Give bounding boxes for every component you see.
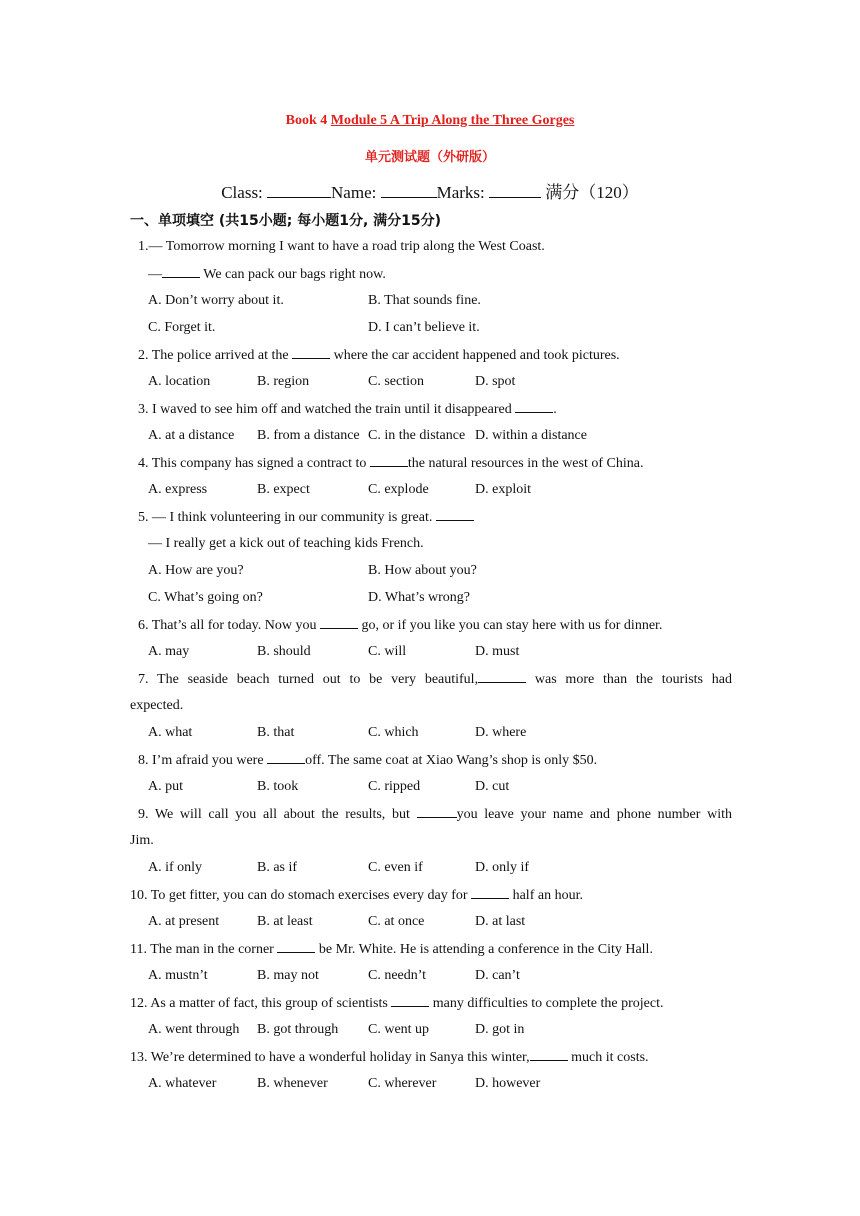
answer-blank[interactable] bbox=[320, 616, 358, 629]
question-number: 1. bbox=[138, 239, 149, 254]
option-b[interactable]: B. whenever bbox=[257, 1076, 328, 1091]
question-number: 10. bbox=[130, 888, 148, 903]
reply-text: We can pack our bags right now. bbox=[200, 267, 386, 282]
question-3 bbox=[138, 400, 557, 419]
question-stem: The seaside beach turned out to be very beautiful, bbox=[148, 672, 479, 687]
option-d[interactable]: D. I can’t believe it. bbox=[368, 320, 480, 335]
question-number: 8. bbox=[138, 753, 149, 768]
option-b[interactable]: B. that bbox=[257, 725, 295, 740]
question-5 bbox=[138, 508, 474, 527]
answer-blank[interactable] bbox=[162, 265, 200, 278]
question-10 bbox=[130, 886, 583, 905]
option-c[interactable]: C. ripped bbox=[368, 779, 421, 794]
answer-blank[interactable] bbox=[417, 805, 457, 818]
question-9-cont: Jim. bbox=[130, 833, 154, 848]
question-stem-end: much it costs. bbox=[567, 1050, 649, 1065]
question-13 bbox=[130, 1048, 649, 1067]
option-b[interactable]: B. at least bbox=[257, 914, 313, 929]
option-c[interactable]: C. went up bbox=[368, 1022, 430, 1037]
answer-blank[interactable] bbox=[292, 346, 330, 359]
question-number: 5. bbox=[138, 510, 149, 525]
question-stem-end: you leave your name and phone number with bbox=[456, 807, 732, 822]
option-c[interactable]: C. in the distance bbox=[368, 428, 466, 443]
question-5-reply: — I really get a kick out of teaching kids French. bbox=[148, 536, 424, 551]
option-d[interactable]: D. where bbox=[475, 725, 527, 740]
question-stem: I’m afraid you were bbox=[148, 753, 268, 768]
option-b[interactable]: B. region bbox=[257, 374, 310, 389]
option-d[interactable]: D. at last bbox=[475, 914, 526, 929]
document-title bbox=[0, 113, 860, 129]
student-info-line bbox=[0, 178, 860, 203]
question-11 bbox=[130, 940, 653, 959]
option-c[interactable]: C. even if bbox=[368, 860, 423, 875]
option-c[interactable]: C. section bbox=[368, 374, 424, 389]
question-stem: That’s all for today. Now you bbox=[148, 618, 320, 633]
answer-blank[interactable] bbox=[436, 508, 474, 521]
option-b[interactable]: B. got through bbox=[257, 1022, 339, 1037]
option-a[interactable]: A. express bbox=[148, 482, 208, 497]
option-d[interactable]: D. What’s wrong? bbox=[368, 590, 470, 605]
option-b[interactable]: B. may not bbox=[257, 968, 319, 983]
option-d[interactable]: D. within a distance bbox=[475, 428, 587, 443]
answer-blank[interactable] bbox=[471, 886, 509, 899]
question-9 bbox=[130, 805, 732, 824]
question-stem: — I think volunteering in our community is great. bbox=[148, 510, 436, 525]
total-score: 满分（120） bbox=[541, 183, 639, 202]
option-a[interactable]: A. if only bbox=[148, 860, 203, 875]
option-d[interactable]: D. only if bbox=[475, 860, 530, 875]
name-label: Name: bbox=[331, 183, 381, 202]
question-stem-end: was more than the tourists had bbox=[526, 672, 732, 687]
option-b[interactable]: B. How about you? bbox=[368, 563, 477, 578]
question-number: 4. bbox=[138, 456, 149, 471]
option-d[interactable]: D. can’t bbox=[475, 968, 520, 983]
question-number: 6. bbox=[138, 618, 149, 633]
option-a[interactable]: A. at a distance bbox=[148, 428, 235, 443]
option-b[interactable]: B. That sounds fine. bbox=[368, 293, 481, 308]
title-main: Module 5 A Trip Along the Three Gorges bbox=[330, 113, 575, 128]
option-a[interactable]: A. went through bbox=[148, 1022, 240, 1037]
question-stem: — Tomorrow morning I want to have a road trip along the West Coast. bbox=[148, 239, 545, 254]
question-stem-end: be Mr. White. He is attending a conference in the City Hall. bbox=[315, 942, 653, 957]
section-heading: 一、单项填空 (共15小题; 每小题1分, 满分15分) bbox=[130, 213, 442, 229]
question-stem: We will call you all about the results, but bbox=[148, 807, 417, 822]
question-stem: I waved to see him off and watched the train until it disappeared bbox=[148, 402, 516, 417]
option-c[interactable]: C. which bbox=[368, 725, 419, 740]
question-stem-end: many difficulties to complete the project. bbox=[429, 996, 664, 1011]
marks-label: Marks: bbox=[436, 183, 490, 202]
option-c[interactable]: C. What’s going on? bbox=[148, 590, 263, 605]
answer-blank[interactable] bbox=[370, 454, 408, 467]
document-subtitle: 单元测试题（外研版） bbox=[364, 150, 495, 165]
answer-blank[interactable] bbox=[391, 994, 429, 1007]
option-a[interactable]: A. mustn’t bbox=[148, 968, 208, 983]
question-12 bbox=[130, 994, 663, 1013]
question-8 bbox=[138, 751, 597, 770]
option-d[interactable]: D. spot bbox=[475, 374, 516, 389]
option-c[interactable]: C. will bbox=[368, 644, 407, 659]
option-a[interactable]: A. location bbox=[148, 374, 211, 389]
option-b[interactable]: B. should bbox=[257, 644, 311, 659]
question-number: 3. bbox=[138, 402, 149, 417]
question-stem: As a matter of fact, this group of scientists bbox=[147, 996, 392, 1011]
option-c[interactable]: C. wherever bbox=[368, 1076, 437, 1091]
option-d[interactable]: D. however bbox=[475, 1076, 541, 1091]
option-d[interactable]: D. exploit bbox=[475, 482, 531, 497]
question-stem-end: go, or if you like you can stay here with us for dinner. bbox=[357, 618, 663, 633]
question-stem: The police arrived at the bbox=[148, 348, 293, 363]
question-stem-end: off. The same coat at Xiao Wang’s shop is only $50. bbox=[305, 753, 598, 768]
question-number: 11. bbox=[130, 942, 147, 957]
title-prefix: Book 4 bbox=[285, 113, 331, 128]
option-b[interactable]: B. expect bbox=[257, 482, 310, 497]
answer-blank[interactable] bbox=[530, 1048, 568, 1061]
marks-blank[interactable] bbox=[489, 181, 541, 198]
option-c[interactable]: C. at once bbox=[368, 914, 425, 929]
question-number: 12. bbox=[130, 996, 148, 1011]
option-a[interactable]: A. may bbox=[148, 644, 190, 659]
question-stem-end: where the car accident happened and took pictures. bbox=[330, 348, 620, 363]
class-blank[interactable] bbox=[267, 181, 331, 198]
question-6 bbox=[138, 616, 662, 635]
option-b[interactable]: B. from a distance bbox=[257, 428, 360, 443]
question-stem-end: half an hour. bbox=[509, 888, 583, 903]
question-stem: The man in the corner bbox=[146, 942, 278, 957]
answer-blank[interactable] bbox=[277, 940, 315, 953]
question-stem: To get fitter, you can do stomach exercises every day for bbox=[147, 888, 472, 903]
question-stem-end: . bbox=[553, 402, 557, 417]
question-number: 13. bbox=[130, 1050, 148, 1065]
question-2 bbox=[138, 346, 620, 365]
question-7-cont: expected. bbox=[130, 698, 184, 713]
question-number: 2. bbox=[138, 348, 149, 363]
answer-blank[interactable] bbox=[267, 751, 305, 764]
option-b[interactable]: B. as if bbox=[257, 860, 298, 875]
question-4 bbox=[138, 454, 643, 473]
question-stem: We’re determined to have a wonderful holiday in Sanya this winter, bbox=[147, 1050, 530, 1065]
question-number: 7. bbox=[138, 672, 149, 687]
option-a[interactable]: A. How are you? bbox=[148, 563, 244, 578]
question-1-reply bbox=[148, 265, 386, 284]
question-stem-end: the natural resources in the west of China. bbox=[407, 456, 644, 471]
option-a[interactable]: A. Don’t worry about it. bbox=[148, 293, 284, 308]
question-stem: This company has signed a contract to bbox=[148, 456, 370, 471]
question-7 bbox=[130, 670, 732, 689]
option-b[interactable]: B. took bbox=[257, 779, 299, 794]
option-a[interactable]: A. whatever bbox=[148, 1076, 217, 1091]
option-d[interactable]: D. must bbox=[475, 644, 520, 659]
question-1 bbox=[138, 238, 545, 256]
option-c[interactable]: C. needn’t bbox=[368, 968, 427, 983]
option-d[interactable]: D. got in bbox=[475, 1022, 525, 1037]
option-c[interactable]: C. Forget it. bbox=[148, 320, 216, 335]
option-d[interactable]: D. cut bbox=[475, 779, 510, 794]
answer-blank[interactable] bbox=[515, 400, 553, 413]
reply-dash: — bbox=[148, 267, 162, 282]
name-blank[interactable] bbox=[381, 181, 437, 198]
class-label: Class: bbox=[221, 183, 268, 202]
option-a[interactable]: A. what bbox=[148, 725, 193, 740]
option-a[interactable]: A. at present bbox=[148, 914, 220, 929]
question-number: 9. bbox=[138, 807, 149, 822]
answer-blank[interactable] bbox=[478, 670, 526, 683]
option-c[interactable]: C. explode bbox=[368, 482, 429, 497]
option-a[interactable]: A. put bbox=[148, 779, 183, 794]
